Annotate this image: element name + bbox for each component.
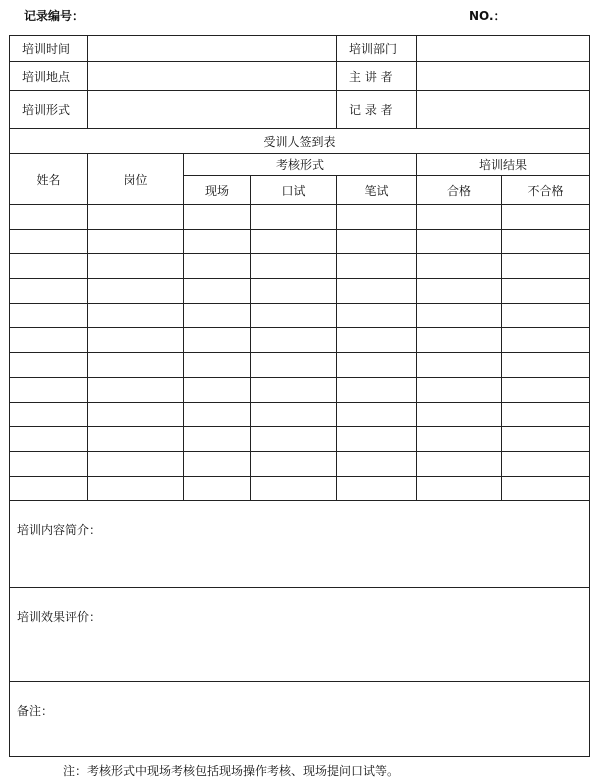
- cell-oral[interactable]: [251, 254, 337, 279]
- col-header-onsite: 现场: [184, 176, 251, 205]
- training-place-field[interactable]: [88, 62, 337, 91]
- training-dept-label: 培训部门: [337, 36, 417, 62]
- cell-pass[interactable]: [417, 451, 502, 476]
- cell-name[interactable]: [10, 229, 88, 254]
- cell-oral[interactable]: [251, 279, 337, 304]
- cell-oral[interactable]: [251, 205, 337, 230]
- cell-onsite[interactable]: [184, 303, 251, 328]
- remarks-label: 备注：: [17, 704, 54, 719]
- cell-pass[interactable]: [417, 402, 502, 427]
- cell-written[interactable]: [337, 328, 417, 353]
- cell-written[interactable]: [337, 205, 417, 230]
- cell-oral[interactable]: [251, 377, 337, 402]
- training-effect-label: 培训效果评价：: [17, 610, 102, 625]
- cell-post[interactable]: [88, 353, 184, 378]
- cell-post[interactable]: [88, 476, 184, 501]
- training-time-label: 培训时间: [10, 36, 88, 62]
- cell-pass[interactable]: [417, 377, 502, 402]
- cell-pass[interactable]: [417, 229, 502, 254]
- col-header-name: 姓名: [10, 154, 88, 205]
- cell-name[interactable]: [10, 254, 88, 279]
- cell-written[interactable]: [337, 303, 417, 328]
- footer-note: 注：考核形式中现场考核包括现场操作考核、现场提问口试等。: [63, 764, 400, 778]
- cell-onsite[interactable]: [184, 451, 251, 476]
- cell-oral[interactable]: [251, 353, 337, 378]
- cell-pass[interactable]: [417, 303, 502, 328]
- training-place-label: 培训地点: [10, 62, 88, 91]
- table-row: [10, 476, 590, 501]
- training-content-label: 培训内容简介：: [17, 523, 102, 538]
- cell-written[interactable]: [337, 353, 417, 378]
- cell-written[interactable]: [337, 377, 417, 402]
- cell-pass[interactable]: [417, 476, 502, 501]
- table-row: [10, 303, 590, 328]
- table-row: [10, 427, 590, 452]
- cell-onsite[interactable]: [184, 328, 251, 353]
- cell-written[interactable]: [337, 229, 417, 254]
- record-number-label: 记录编号：: [24, 9, 85, 23]
- remarks-section: [10, 682, 590, 757]
- cell-name[interactable]: [10, 427, 88, 452]
- table-row: [10, 451, 590, 476]
- cell-post[interactable]: [88, 205, 184, 230]
- cell-pass[interactable]: [417, 328, 502, 353]
- col-header-result: 培训结果: [417, 154, 590, 176]
- cell-pass[interactable]: [417, 279, 502, 304]
- cell-post[interactable]: [88, 303, 184, 328]
- cell-oral[interactable]: [251, 427, 337, 452]
- cell-onsite[interactable]: [184, 279, 251, 304]
- cell-written[interactable]: [337, 451, 417, 476]
- cell-fail[interactable]: [502, 205, 590, 230]
- cell-fail[interactable]: [502, 254, 590, 279]
- training-format-field[interactable]: [88, 91, 337, 129]
- cell-name[interactable]: [10, 377, 88, 402]
- content-section: [10, 501, 590, 588]
- cell-fail[interactable]: [502, 427, 590, 452]
- col-header-post: 岗位: [88, 154, 184, 205]
- training-content-field[interactable]: [10, 501, 590, 588]
- table-row: [10, 279, 590, 304]
- cell-name[interactable]: [10, 353, 88, 378]
- speaker-label: 主 讲 者: [337, 62, 417, 91]
- cell-oral[interactable]: [251, 476, 337, 501]
- speaker-field[interactable]: [417, 62, 590, 91]
- no-label: NO.：: [469, 9, 506, 23]
- cell-fail[interactable]: [502, 353, 590, 378]
- cell-pass[interactable]: [417, 353, 502, 378]
- training-record-table: [9, 35, 590, 757]
- training-time-field[interactable]: [88, 36, 337, 62]
- signin-title-row: [10, 129, 590, 154]
- cell-oral[interactable]: [251, 451, 337, 476]
- table-row: [10, 328, 590, 353]
- cell-fail[interactable]: [502, 377, 590, 402]
- cell-pass[interactable]: [417, 254, 502, 279]
- info-row-time: [10, 36, 590, 62]
- cell-onsite[interactable]: [184, 377, 251, 402]
- cell-name[interactable]: [10, 476, 88, 501]
- cell-fail[interactable]: [502, 279, 590, 304]
- cell-name[interactable]: [10, 205, 88, 230]
- cell-post[interactable]: [88, 427, 184, 452]
- cell-onsite[interactable]: [184, 205, 251, 230]
- cell-post[interactable]: [88, 377, 184, 402]
- info-row-place: [10, 62, 590, 91]
- cell-onsite[interactable]: [184, 402, 251, 427]
- remarks-field[interactable]: [10, 682, 590, 757]
- cell-fail[interactable]: [502, 328, 590, 353]
- info-row-format: [10, 91, 590, 129]
- cell-onsite[interactable]: [184, 254, 251, 279]
- cell-post[interactable]: [88, 254, 184, 279]
- cell-pass[interactable]: [417, 205, 502, 230]
- recorder-field[interactable]: [417, 91, 590, 129]
- col-header-pass: 合格: [417, 176, 502, 205]
- signin-title: 受训人签到表: [10, 129, 590, 154]
- signin-header-row-1: [10, 154, 590, 176]
- cell-name[interactable]: [10, 279, 88, 304]
- cell-fail[interactable]: [502, 476, 590, 501]
- table-row: [10, 353, 590, 378]
- cell-name[interactable]: [10, 303, 88, 328]
- table-row: [10, 205, 590, 230]
- cell-oral[interactable]: [251, 328, 337, 353]
- cell-onsite[interactable]: [184, 427, 251, 452]
- table-row: [10, 229, 590, 254]
- col-header-oral: 口试: [251, 176, 337, 205]
- col-header-written: 笔试: [337, 176, 417, 205]
- cell-oral[interactable]: [251, 402, 337, 427]
- effect-section: [10, 588, 590, 682]
- cell-written[interactable]: [337, 476, 417, 501]
- cell-fail[interactable]: [502, 303, 590, 328]
- training-dept-field[interactable]: [417, 36, 590, 62]
- cell-written[interactable]: [337, 279, 417, 304]
- cell-post[interactable]: [88, 279, 184, 304]
- cell-name[interactable]: [10, 451, 88, 476]
- cell-post[interactable]: [88, 402, 184, 427]
- training-format-label: 培训形式: [10, 91, 88, 129]
- cell-onsite[interactable]: [184, 229, 251, 254]
- cell-fail[interactable]: [502, 229, 590, 254]
- cell-onsite[interactable]: [184, 476, 251, 501]
- table-row: [10, 254, 590, 279]
- cell-post[interactable]: [88, 451, 184, 476]
- cell-name[interactable]: [10, 328, 88, 353]
- col-header-assess: 考核形式: [184, 154, 417, 176]
- cell-written[interactable]: [337, 254, 417, 279]
- table-row: [10, 402, 590, 427]
- cell-onsite[interactable]: [184, 353, 251, 378]
- cell-fail[interactable]: [502, 402, 590, 427]
- cell-oral[interactable]: [251, 229, 337, 254]
- cell-fail[interactable]: [502, 451, 590, 476]
- cell-oral[interactable]: [251, 303, 337, 328]
- cell-written[interactable]: [337, 402, 417, 427]
- table-row: [10, 377, 590, 402]
- recorder-label: 记 录 者: [337, 91, 417, 129]
- cell-written[interactable]: [337, 427, 417, 452]
- col-header-fail: 不合格: [502, 176, 590, 205]
- cell-post[interactable]: [88, 229, 184, 254]
- cell-pass[interactable]: [417, 427, 502, 452]
- cell-post[interactable]: [88, 328, 184, 353]
- training-effect-field[interactable]: [10, 588, 590, 682]
- cell-name[interactable]: [10, 402, 88, 427]
